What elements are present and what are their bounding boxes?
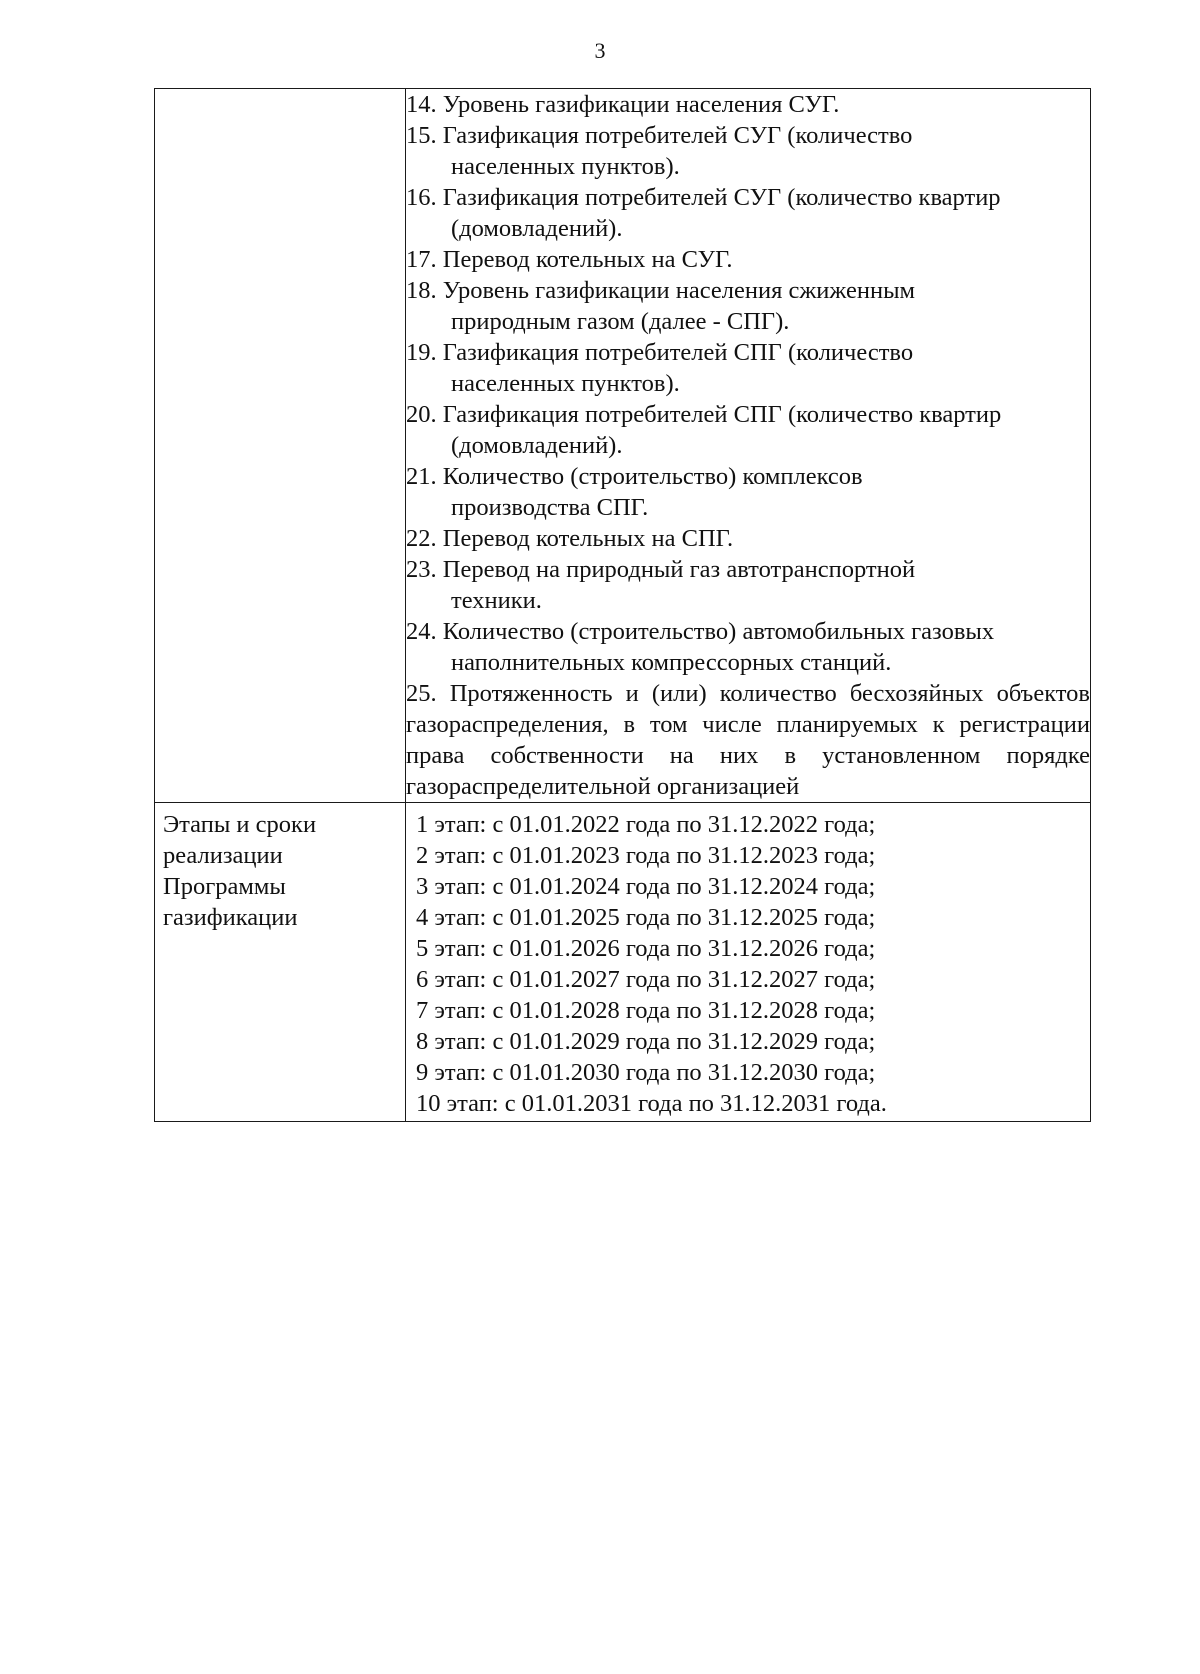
stages-label-cell [155, 803, 406, 1122]
indicator-line: 22. Перевод котельных на СПГ. [406, 525, 734, 552]
indicator-line: техники. [451, 587, 542, 614]
list-item [406, 554, 1090, 616]
page-number: 3 [594, 38, 606, 63]
list-item [406, 523, 1090, 554]
table-row [155, 89, 1091, 803]
indicator-line: населенных пунктов). [451, 153, 680, 180]
list-item [406, 120, 1090, 182]
indicator-line: 16. Газификация потребителей СУГ (количество квартир [406, 184, 1001, 211]
indicator-line: (домовладений). [451, 215, 623, 242]
stage-item: 2 этап: с 01.01.2023 года по 31.12.2023 года; [416, 842, 876, 869]
list-item [406, 182, 1090, 244]
table-row [155, 803, 1091, 1122]
list-item [406, 399, 1090, 461]
indicator-line: населенных пунктов). [451, 370, 680, 397]
stage-item: 9 этап: с 01.01.2030 года по 31.12.2030 года; [416, 1059, 876, 1086]
indicator-line: 20. Газификация потребителей СПГ (количество квартир [406, 401, 1002, 428]
stages-label-line: реализации [163, 842, 283, 869]
list-item [406, 461, 1090, 523]
indicator-line: 15. Газификация потребителей СУГ (количество [406, 122, 913, 149]
stage-item: 4 этап: с 01.01.2025 года по 31.12.2025 года; [416, 904, 876, 931]
program-passport-table [154, 88, 1091, 1122]
indicators-cell [406, 89, 1091, 803]
stage-item: 3 этап: с 01.01.2024 года по 31.12.2024 года; [416, 873, 876, 900]
stage-item: 8 этап: с 01.01.2029 года по 31.12.2029 года; [416, 1028, 876, 1055]
list-item [406, 616, 1090, 678]
indicator-line: природным газом (далее - СПГ). [451, 308, 790, 335]
indicator-line: 24. Количество (строительство) автомобильных газовых [406, 618, 995, 645]
indicator-25: 25. Протяженность и (или) количество бесхозяйных объектов газораспределения, в том числе планируемых к регистрации права собственности на них в установленном порядке газораспределительной организацией [406, 680, 1090, 800]
stage-item: 5 этап: с 01.01.2026 года по 31.12.2026 года; [416, 935, 876, 962]
stage-item: 1 этап: с 01.01.2022 года по 31.12.2022 года; [416, 811, 876, 838]
stage-item: 10 этап: с 01.01.2031 года по 31.12.2031 года. [416, 1090, 887, 1117]
indicator-line: (домовладений). [451, 432, 623, 459]
stage-item: 7 этап: с 01.01.2028 года по 31.12.2028 года; [416, 997, 876, 1024]
indicator-line: 14. Уровень газификации населения СУГ. [406, 91, 840, 118]
list-item [406, 244, 1090, 275]
stages-label-line: Программы [163, 873, 286, 900]
stages-cell [406, 803, 1091, 1122]
indicator-line: 17. Перевод котельных на СУГ. [406, 246, 733, 273]
indicator-line: 18. Уровень газификации населения сжиженным [406, 277, 916, 304]
indicator-line: наполнительных компрессорных станций. [451, 649, 892, 676]
list-item [406, 337, 1090, 399]
empty-label-cell [155, 89, 406, 803]
indicator-line: 19. Газификация потребителей СПГ (количество [406, 339, 914, 366]
stages-label-line: газификации [163, 904, 298, 931]
stages-label [155, 803, 405, 933]
list-item [406, 89, 1090, 120]
stages-label-line: Этапы и сроки [163, 811, 317, 838]
indicators-list [406, 89, 1090, 678]
indicator-line: 21. Количество (строительство) комплексов [406, 463, 863, 490]
stages-list [406, 803, 1090, 1121]
stage-item: 6 этап: с 01.01.2027 года по 31.12.2027 года; [416, 966, 876, 993]
indicator-line: производства СПГ. [451, 494, 649, 521]
list-item [406, 275, 1090, 337]
indicator-line: 23. Перевод на природный газ автотранспортной [406, 556, 916, 583]
